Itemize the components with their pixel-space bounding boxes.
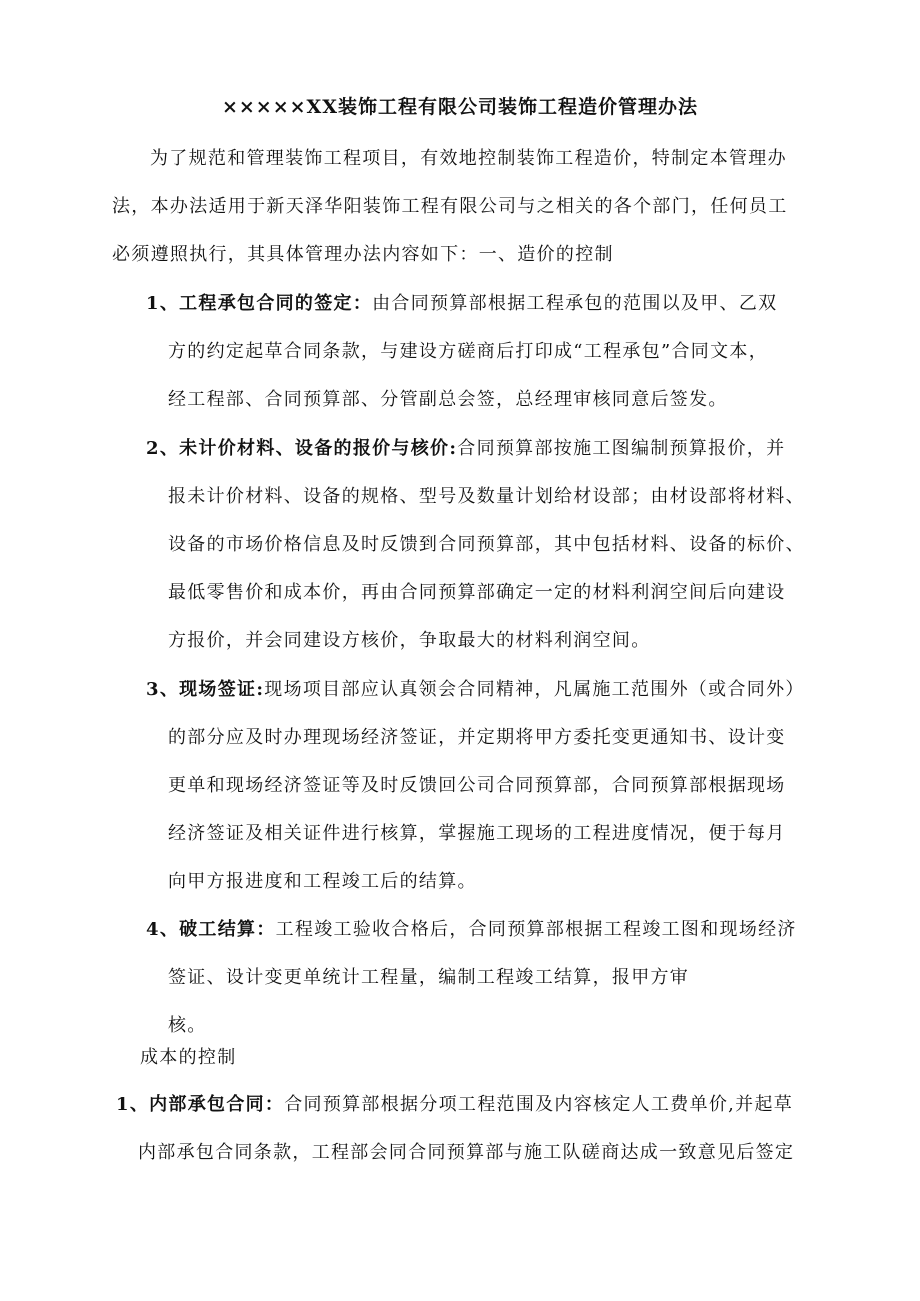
item-line: 签证、设计变更单统计工程量，编制工程竣工结算，报甲方审 [168,967,690,988]
item-line: 方报价，并会同建设方核价，争取最大的材料利润空间。 [168,630,651,651]
item-text: 合同预算部根据分项工程范围及内容核定人工费单价,并起草 [284,1094,794,1115]
item-heading: 3、现场签证: [146,679,265,700]
item-line: 更单和现场经济签证等及时反馈回公司合同预算部，合同预算部根据现场 [168,775,786,796]
item-text: 工程竣工验收合格后，合同预算部根据工程竣工图和现场经济 [275,919,797,940]
item-text: 现场项目部应认真领会合同精神，凡属施工范围外（或合同外） [264,679,805,700]
item-line [116,1093,793,1117]
item-text: 由合同预算部根据工程承包的范围以及甲、乙双 [372,293,778,314]
item-line: 向甲方报进度和工程竣工后的结算。 [168,871,477,892]
item-line [146,437,785,461]
item-text: 合同预算部按施工图编制预算报价，并 [457,438,786,459]
document-title: ×××××XX装饰工程有限公司装饰工程造价管理办法 [221,96,699,118]
item-line: 经工程部、合同预算部、分管副总会签，总经理审核同意后签发。 [168,389,728,410]
item-line: 设备的市场价格信息及时反馈到合同预算部，其中包括材料、设备的标价、 [168,534,805,555]
item-line [146,292,777,316]
item-line [146,678,805,702]
intro-line: 法，本办法适用于新天泽华阳装饰工程有限公司与之相关的各个部门，任何员工 [112,196,788,217]
item-line: 最低零售价和成本价，再由合同预算部确定一定的材料利润空间后向建设 [168,582,786,603]
item-line: 内部承包合同条款，工程部会同合同预算部与施工队磋商达成一致意见后签定 [138,1142,795,1163]
intro-line: 必须遵照执行，其具体管理办法内容如下：一、造价的控制 [112,244,614,265]
item-line [146,918,797,942]
item-heading: 1、工程承包合同的签定： [146,293,373,314]
item-heading: 4、破工结算： [146,919,276,940]
intro-line: 为了规范和管理装饰工程项目，有效地控制装饰工程造价，特制定本管理办 [150,148,787,169]
item-line: 方的约定起草合同条款，与建设方磋商后打印成“工程承包”合同文本， [168,341,769,362]
item-line: 经济签证及相关证件进行核算，掌握施工现场的工程进度情况，便于每月 [168,823,786,844]
item-heading: 1、内部承包合同： [116,1094,285,1115]
item-line: 报未计价材料、设备的规格、型号及数量计划给材设部；由材设部将材料、 [168,486,805,507]
item-line: 核。 [168,1015,207,1036]
item-line: 的部分应及时办理现场经济签证，并定期将甲方委托变更通知书、设计变 [168,727,786,748]
item-heading: 2、未计价材料、设备的报价与核价: [146,438,458,459]
section-heading: 成本的控制 [140,1047,237,1068]
